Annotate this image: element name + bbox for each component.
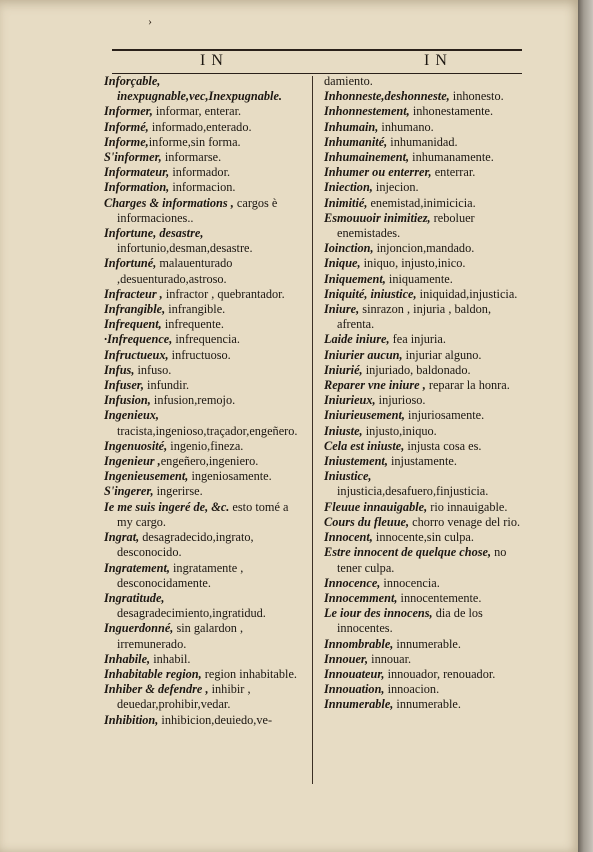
entry-headword: Innombrable, (324, 636, 394, 651)
dictionary-entry (324, 606, 524, 636)
entry-definition: innumerable. (393, 697, 461, 712)
entry-definition: infuso. (134, 362, 172, 377)
dictionary-entry (104, 530, 304, 560)
dictionary-entry (324, 89, 524, 104)
entry-headword: Iniurier aucun, (324, 347, 403, 362)
entry-definition: infrequente. (161, 317, 224, 332)
dictionary-entry (324, 241, 524, 256)
entry-headword: Ingenuosité, (104, 438, 168, 453)
entry-definition: enemistad,inimicicia. (367, 195, 476, 210)
entry-headword: Innouation, (324, 682, 385, 697)
entry-definition: sin galardon , irremunerado. (117, 621, 244, 651)
dictionary-entry (324, 363, 524, 378)
dictionary-entry (324, 272, 524, 287)
entry-headword: Innouer, (324, 651, 369, 666)
dictionary-entry (104, 561, 304, 591)
dictionary-entry (324, 545, 524, 575)
entry-headword: Infortuné, (104, 256, 157, 271)
entry-definition: iniquamente. (385, 271, 453, 286)
dictionary-entry (104, 287, 304, 302)
entry-headword: Iniurieusement, (324, 408, 405, 423)
page-mark: › (148, 14, 152, 28)
entry-headword: Informe, (104, 134, 149, 149)
entry-headword: Inhumain, (324, 119, 379, 134)
entry-definition: innouador, renouador. (384, 666, 496, 681)
entry-definition: informador. (169, 165, 231, 180)
entry-definition: fea injuria. (389, 332, 446, 347)
left-column (104, 74, 304, 728)
entry-definition: innocentemente. (397, 590, 482, 605)
dictionary-entry (104, 150, 304, 165)
entry-definition: inhabil. (150, 651, 191, 666)
entry-definition: innouar. (368, 651, 412, 666)
entry-headword: Inhonneste,deshonneste, (324, 89, 450, 104)
entry-headword: Iniurié, (324, 362, 363, 377)
entry-headword: Inguerdonné, (104, 621, 174, 636)
entry-headword: Charges & informations , (104, 195, 234, 210)
dictionary-entry (324, 393, 524, 408)
entry-headword: Inimitié, (324, 195, 368, 210)
dictionary-entry (104, 196, 304, 226)
entry-headword: Iniure, (324, 302, 360, 317)
entry-headword: Inhumer ou enterrer, (324, 165, 432, 180)
entry-definition: engeñero,ingeniero. (160, 454, 259, 469)
entry-definition: innocente,sin culpa. (372, 530, 474, 545)
entry-headword: Esmouuoir inimitiez, (324, 210, 431, 225)
entry-definition: infortunio,desman,desastre. (117, 241, 253, 256)
entry-definition: infrequencia. (172, 332, 240, 347)
entry-definition: inhibir , deuedar,prohibir,vedar. (117, 682, 251, 712)
entry-definition: innumerable. (393, 636, 461, 651)
dictionary-entry (104, 484, 304, 499)
entry-definition: inhonesto. (449, 89, 504, 104)
entry-headword: Ioinction, (324, 241, 374, 256)
dictionary-entry (324, 439, 524, 454)
dictionary-entry (324, 348, 524, 363)
entry-definition: informado,enterado. (148, 119, 252, 134)
dictionary-entry (324, 515, 524, 530)
dictionary-entry (324, 408, 524, 423)
entry-headword: Iniurieux, (324, 393, 376, 408)
entry-definition: injusticia,desafuero,finjusticia. (337, 484, 489, 499)
dictionary-entry (104, 135, 304, 150)
entry-headword: Informateur, (104, 165, 170, 180)
entry-headword: Infructueux, (104, 347, 169, 362)
dictionary-entry (324, 378, 524, 393)
entry-headword: Infusion, (104, 393, 151, 408)
entry-headword: Iniustement, (324, 454, 388, 469)
entry-definition: damiento. (324, 74, 373, 88)
entry-definition: injustamente. (387, 454, 457, 469)
dictionary-entry (104, 591, 304, 621)
dictionary-entry (324, 74, 524, 89)
running-header (112, 49, 522, 74)
entry-headword: Ingratitude, (104, 590, 165, 605)
entry-definition: injoncion,mandado. (373, 241, 475, 256)
dictionary-entry (324, 530, 524, 545)
entry-definition: ingenio,fineza. (167, 438, 244, 453)
entry-headword: Iniustice, (324, 469, 372, 484)
dictionary-entry (104, 378, 304, 393)
dictionary-entry (324, 576, 524, 591)
dictionary-entry (324, 652, 524, 667)
dictionary-entry (324, 196, 524, 211)
dictionary-entry (104, 74, 304, 104)
entry-headword: Inhabile, (104, 651, 151, 666)
dictionary-entry (324, 135, 524, 150)
entry-headword: Innouateur, (324, 666, 385, 681)
dictionary-entry (104, 682, 304, 712)
entry-definition: inhibicion,deuiedo,ve- (158, 712, 273, 727)
entry-headword: Inique, (324, 256, 361, 271)
entry-definition: tracista,ingenioso,traçador,engeñero. (117, 423, 298, 438)
entry-headword: Iniection, (324, 180, 373, 195)
dictionary-entry (104, 363, 304, 378)
entry-definition: reparar la honra. (425, 378, 510, 393)
entry-headword: Le iour des innocens, (324, 606, 433, 621)
entry-headword: Ingenieusement, (104, 469, 189, 484)
entry-headword: Infuser, (104, 378, 144, 393)
entry-definition: ingratamente , desconocidamente. (117, 560, 244, 590)
entry-headword: Inhibition, (104, 712, 159, 727)
entry-headword: Inhiber & defendre , (104, 682, 209, 697)
entry-headword: Infrangible, (104, 302, 166, 317)
dictionary-entry (324, 180, 524, 195)
entry-definition: inhonestamente. (409, 104, 494, 119)
entry-definition: injusta cosa es. (404, 438, 482, 453)
entry-definition: malauenturado ,desuenturado,astroso. (117, 256, 233, 286)
dictionary-entry (104, 165, 304, 180)
entry-definition: injuriar alguno. (402, 347, 482, 362)
dictionary-entry (104, 120, 304, 135)
entry-headword: Innumerable, (324, 697, 394, 712)
column-divider (312, 76, 313, 784)
entry-headword: Iniquité, iniustice, (324, 286, 417, 301)
entry-headword: Ingenieur , (104, 454, 161, 469)
entry-definition: infundir. (143, 378, 190, 393)
entry-headword: Laide iniure, (324, 332, 390, 347)
entry-headword: Ingenieux, (104, 408, 160, 423)
entry-definition: desagradecido,ingrato, desconocido. (117, 530, 254, 560)
entry-definition: chorro venage del rio. (409, 514, 521, 529)
entry-headword: Innocence, (324, 575, 381, 590)
dictionary-entry (104, 439, 304, 454)
dictionary-entry (104, 317, 304, 332)
dictionary-entry (324, 591, 524, 606)
dictionary-entry (324, 424, 524, 439)
entry-headword: Inhonnestement, (324, 104, 410, 119)
dictionary-entry (324, 500, 524, 515)
entry-headword: Reparer vne iniure , (324, 378, 426, 393)
right-column (324, 74, 524, 713)
entry-headword: Inhumainement, (324, 150, 410, 165)
dictionary-entry (324, 104, 524, 119)
dictionary-entry (324, 302, 524, 332)
dictionary-entry (324, 150, 524, 165)
entry-definition: region inhabitable. (201, 666, 297, 681)
entry-headword: Ie me suis ingeré de, &c. (104, 499, 230, 514)
dictionary-entry (324, 120, 524, 135)
entry-headword: Ingrat, (104, 530, 140, 545)
dictionary-entry (104, 652, 304, 667)
dictionary-entry (104, 667, 304, 682)
entry-definition: innoacion. (384, 682, 440, 697)
dictionary-entry (104, 454, 304, 469)
entry-headword: Inhumanité, (324, 134, 388, 149)
dictionary-entry (104, 713, 304, 728)
entry-headword: Cela est iniuste, (324, 438, 405, 453)
dictionary-entry (104, 180, 304, 195)
entry-definition: ingerirse. (153, 484, 203, 499)
dictionary-entry (104, 393, 304, 408)
entry-definition: infractor , quebrantador. (162, 286, 285, 301)
dictionary-entry (324, 469, 524, 499)
entry-headword: Ingratement, (104, 560, 170, 575)
dictionary-entry (324, 682, 524, 697)
entry-headword: Inhabitable region, (104, 666, 202, 681)
entry-definition: iniquo, injusto,inico. (360, 256, 466, 271)
entry-definition: inhumanamente. (409, 150, 494, 165)
entry-headword: S'ingerer, (104, 484, 154, 499)
entry-definition: infusion,remojo. (150, 393, 236, 408)
entry-headword: Information, (104, 180, 170, 195)
entry-definition: informacion. (169, 180, 236, 195)
entry-definition: infrangible. (165, 302, 226, 317)
entry-headword: Infrequent, (104, 317, 162, 332)
entry-definition: no tener culpa. (337, 545, 507, 575)
dictionary-entry (104, 226, 304, 256)
entry-definition: inhumano. (378, 119, 434, 134)
entry-headword: Iniquement, (324, 271, 386, 286)
entry-headword: Infus, (104, 362, 135, 377)
entry-headword: Informé, (104, 119, 149, 134)
dictionary-entry (324, 165, 524, 180)
dictionary-entry (324, 637, 524, 652)
entry-definition: desagradecimiento,ingratidud. (117, 606, 266, 621)
entry-definition: dia de los innocentes. (337, 606, 483, 636)
entry-definition: informar, enterar. (152, 104, 242, 119)
dictionary-entry (324, 667, 524, 682)
entry-definition: enterrar. (431, 165, 476, 180)
entry-definition: iniquidad,injusticia. (416, 286, 518, 301)
entry-headword: Cours du fleuue, (324, 514, 410, 529)
dictionary-entry (104, 500, 304, 530)
entry-definition: injusto,iniquo. (362, 423, 437, 438)
dictionary-entry (104, 302, 304, 317)
dictionary-entry (104, 332, 304, 347)
entry-definition: inhumanidad. (387, 134, 458, 149)
entry-headword: Informer, (104, 104, 153, 119)
dictionary-entry (324, 211, 524, 241)
dictionary-entry (324, 454, 524, 469)
dictionary-entry (324, 332, 524, 347)
entry-definition: ingeniosamente. (188, 469, 272, 484)
entry-headword: Estre innocent de quelque chose, (324, 545, 492, 560)
entry-definition: cargos è informaciones.. (117, 195, 278, 225)
entry-headword: Inforçable, inexpugnable,vec,Inexpugnable. (104, 74, 282, 104)
dictionary-entry (104, 256, 304, 286)
entry-headword: Innocent, (324, 530, 373, 545)
dictionary-entry (104, 408, 304, 438)
entry-definition: injecion. (372, 180, 419, 195)
entry-definition: rio innauigable. (427, 499, 508, 514)
entry-headword: Infracteur , (104, 286, 163, 301)
book-spine (578, 0, 593, 852)
entry-definition: injuriado, baldonado. (362, 362, 471, 377)
header-right: IN (424, 52, 453, 69)
entry-definition: infructuoso. (168, 347, 231, 362)
dictionary-entry (104, 104, 304, 119)
dictionary-entry (324, 697, 524, 712)
entry-definition: sinrazon , injuria , baldon, afrenta. (337, 302, 492, 332)
entry-definition: injurioso. (375, 393, 426, 408)
entry-headword: Fleuue innauigable, (324, 499, 428, 514)
entry-headword: ·Infrequence, (104, 332, 173, 347)
entry-definition: injuriosamente. (404, 408, 485, 423)
entry-definition: informe,sin forma. (148, 134, 241, 149)
entry-definition: reboluer enemistades. (337, 210, 475, 241)
header-left: IN (200, 52, 229, 69)
dictionary-entry (104, 469, 304, 484)
entry-headword: Iniuste, (324, 423, 363, 438)
dictionary-entry (324, 287, 524, 302)
entry-headword: S'informer, (104, 150, 162, 165)
dictionary-entry (104, 621, 304, 651)
entry-definition: esto tomé a my cargo. (117, 499, 289, 529)
dictionary-entry (324, 256, 524, 271)
entry-headword: Innocemment, (324, 590, 398, 605)
entry-headword: Infortune, desastre, (104, 226, 204, 241)
entry-definition: informarse. (161, 150, 222, 165)
dictionary-entry (104, 348, 304, 363)
entry-definition: innocencia. (380, 575, 440, 590)
